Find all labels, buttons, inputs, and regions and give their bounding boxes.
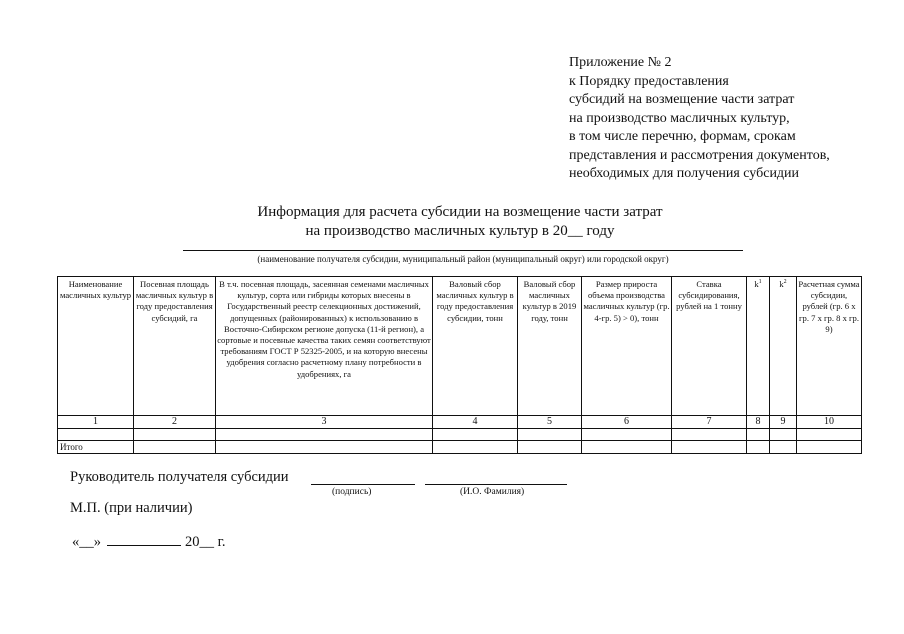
header-subsidy-sum: Расчетная сумма субсидии, рублей (гр. 6 x гр. 7 x гр. 8 x гр. 9) xyxy=(797,277,862,416)
table-cell[interactable] xyxy=(797,429,862,441)
total-cell[interactable] xyxy=(797,441,862,454)
header-k2: $k^2$ xyxy=(770,277,797,416)
k2-superscript: 2 xyxy=(783,279,787,286)
header-k1: $k^1$ xyxy=(747,277,770,416)
column-number-row xyxy=(58,416,862,429)
appendix-header xyxy=(569,54,899,184)
header-sown-area: Посевная площадь масличных культур в году предоставления субсидий, га xyxy=(134,277,216,416)
table-header-row xyxy=(58,277,862,416)
total-cell[interactable] xyxy=(582,441,672,454)
table-cell[interactable] xyxy=(747,429,770,441)
appendix-line: на производство масличных культур, xyxy=(569,110,790,126)
date-month-line[interactable] xyxy=(107,533,181,546)
date-day: «__» xyxy=(72,534,101,550)
column-number: 6 xyxy=(582,416,672,429)
table-cell[interactable] xyxy=(518,429,582,441)
title-line-2: на производство масличных культур в 20__ году xyxy=(305,223,615,239)
header-growth: Размер прироста объема производства масличных культур (гр. 4-гр. 5) > 0), тонн xyxy=(582,277,672,416)
stamp-note: М.П. (при наличии) xyxy=(70,500,193,516)
recipient-name-line xyxy=(183,250,743,251)
total-cell[interactable] xyxy=(134,441,216,454)
column-number: 7 xyxy=(672,416,747,429)
column-number: 4 xyxy=(433,416,518,429)
appendix-line: в том числе перечню, формам, срокам xyxy=(569,129,796,144)
header-crop-name: Наименование масличных культур xyxy=(58,277,134,416)
total-cell[interactable] xyxy=(433,441,518,454)
total-cell[interactable] xyxy=(672,441,747,454)
table-cell[interactable] xyxy=(134,429,216,441)
table-cell[interactable] xyxy=(672,429,747,441)
column-number: 1 xyxy=(58,416,134,429)
column-number: 3 xyxy=(216,416,433,429)
appendix-line: субсидий на возмещение части затрат xyxy=(569,92,795,107)
total-cell[interactable] xyxy=(518,441,582,454)
appendix-line: к Порядку предоставления xyxy=(569,73,729,89)
header-gross-harvest-2019: Валовый сбор масличных культур в 2019 году, тонн xyxy=(518,277,582,416)
header-certified-area: В т.ч. посевная площадь, засеянная семенами масличных культур, сорта или гибриды которых внесены в Государственный реестр селекционных достижений, допущенных (районированных) к использованию в Восточно-Сибирском регионе допуска (11-й регион), а сортовые и посевные качества таких семян соответствуют требованиям ГОСТ Р 52325-2005, и на которую внесены удобрения согласно расчетному плану потребности в удобрениях, га xyxy=(216,277,433,416)
k1-superscript: 1 xyxy=(758,279,762,286)
total-cell[interactable] xyxy=(747,441,770,454)
appendix-line: Приложение № 2 xyxy=(569,55,672,70)
table-cell[interactable] xyxy=(770,429,797,441)
column-number: 2 xyxy=(134,416,216,429)
document-title xyxy=(150,203,770,241)
name-line[interactable] xyxy=(425,484,567,485)
signature-line[interactable] xyxy=(311,484,415,485)
signature-caption: (подпись) xyxy=(332,487,372,497)
table-row xyxy=(58,429,862,441)
column-number: 10 xyxy=(797,416,862,429)
signature-label: Руководитель получателя субсидии xyxy=(70,469,289,485)
subsidy-table xyxy=(57,276,862,454)
column-number: 8 xyxy=(747,416,770,429)
header-rate: Ставка субсидирования, рублей на 1 тонну xyxy=(672,277,747,416)
column-number: 5 xyxy=(518,416,582,429)
total-cell[interactable] xyxy=(216,441,433,454)
appendix-line: необходимых для получения субсидии xyxy=(569,166,800,181)
total-row xyxy=(58,441,862,454)
title-line-1: Информация для расчета субсидии на возмещение части затрат xyxy=(257,204,663,220)
recipient-caption: (наименование получателя субсидии, муниципальный район (муниципальный округ) или городской округ) xyxy=(257,254,669,264)
appendix-line: представления и рассмотрения документов, xyxy=(569,147,830,163)
column-number: 9 xyxy=(770,416,797,429)
date-year: 20__ г. xyxy=(185,534,226,550)
table-cell[interactable] xyxy=(216,429,433,441)
name-caption: (И.О. Фамилия) xyxy=(460,487,525,497)
total-label: Итого xyxy=(58,441,134,454)
header-gross-harvest: Валовый сбор масличных культур в году предоставления субсидии, тонн xyxy=(433,277,518,416)
table-cell[interactable] xyxy=(582,429,672,441)
date-row xyxy=(72,533,226,551)
total-cell[interactable] xyxy=(770,441,797,454)
table-cell[interactable] xyxy=(58,429,134,441)
table-cell[interactable] xyxy=(433,429,518,441)
